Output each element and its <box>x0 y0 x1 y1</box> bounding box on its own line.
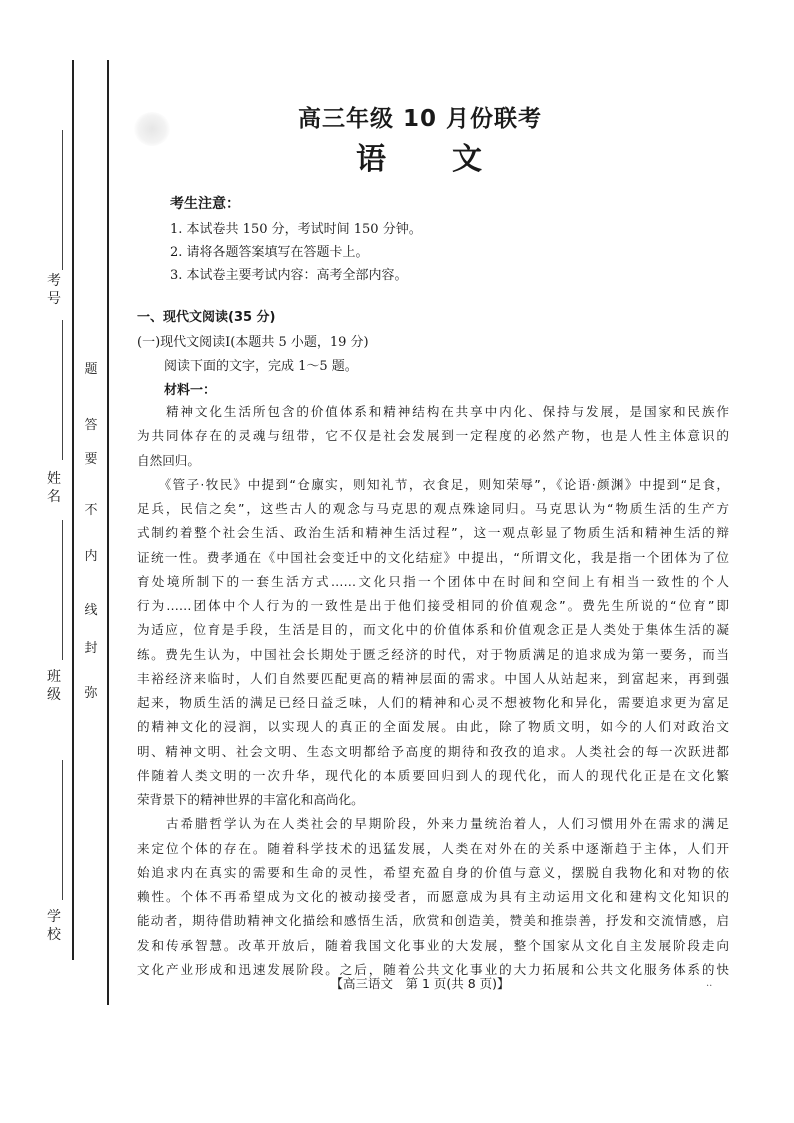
passage-line: 足兵，民信之矣”，这些古人的观念与马克思的观点殊途同归。马克思认为“物质生活的生产方 <box>137 501 729 516</box>
passage-line: 证统一性。费孝通在《中国社会变迁中的文化结症》中提出，“所谓文化，我是指一个团体为了位 <box>137 549 729 565</box>
school-fill-line[interactable] <box>62 760 63 900</box>
passage-line: 发和传承智慧。改革开放后，随着我国文化事业的大发展，整个国家从文化自主发展阶段走向 <box>137 937 729 953</box>
passage-line: 为共同体存在的灵魂与纽带，它不仅是社会发展到一定程度的必然产物，也是人性主体意识的 <box>137 428 729 444</box>
exam-number-fill-line[interactable] <box>62 130 63 270</box>
notice-item: 3. 本试卷主要考试内容：高考全部内容。 <box>170 268 408 283</box>
binding-line-outer <box>72 60 74 960</box>
passage-line: 伴随着人类文明的一次升华，现代化的本质要回归到人的现代化，而人的现代化正是在文化繁 <box>137 767 729 783</box>
passage-line: 的精神文化的浸润，以实现人的真正的全面发展。由此，除了物质文明，如今的人们对政治文 <box>137 719 729 735</box>
passage-line: 精神文化生活所包含的价值体系和精神结构在共享中内化、保持与发展，是国家和民族作 <box>137 404 729 419</box>
passage-line: 练。费先生认为，中国社会长期处于匮乏经济的时代，对于物质满足的追求成为第一要务，而当 <box>137 646 729 662</box>
seal-char: 弥 <box>84 686 98 701</box>
passage-line: 《管子·牧民》中提到“仓廪实，则知礼节，衣食足，则知荣辱”，《论语·颜渊》中提到“足食， <box>137 476 729 492</box>
passage-line: 行为……团体中个人行为的一致性是出于他们接受相同的价值观念”。费先生所说的“位育”即 <box>137 598 729 613</box>
class-fill-line[interactable] <box>62 520 63 660</box>
sub-section-heading: (一)现代文阅读Ⅰ(本题共 5 小题，19 分) <box>137 335 369 350</box>
seal-char: 答 <box>84 418 98 433</box>
binding-line-inner <box>107 60 109 1005</box>
name-label: 姓名 <box>47 471 61 505</box>
seal-char: 要 <box>84 452 98 467</box>
passage-line: 文化产业形成和迅速发展阶段。之后，随着公共文化事业的大力拓展和公共文化服务体系的快 <box>137 961 729 977</box>
exam-title: 高三年级 10 月份联考 <box>297 106 543 132</box>
notice-item: 2. 请将各题答案填写在答题卡上。 <box>170 245 369 260</box>
passage-line: 古希腊哲学认为在人类社会的早期阶段，外来力量统治着人，人们习惯用外在需求的满足 <box>137 816 729 832</box>
section-heading: 一、现代文阅读(35 分) <box>137 310 276 325</box>
name-fill-line[interactable] <box>62 320 63 460</box>
passage-line: 明、精神文明、社会文明、生态文明都给予高度的期待和孜孜的追求。人类社会的每一次跃进都 <box>137 743 729 759</box>
seal-char: 封 <box>84 641 98 656</box>
material-label: 材料一： <box>164 383 217 398</box>
passage-line: 始追求内在真实的需要和生命的灵性，希望充盈自身的价值与意义，摆脱自我物化和对物的依 <box>137 864 729 880</box>
passage-line: 式制约着整个社会生活、政治生活和精神生活过程”，这一观点彰显了物质生活和精神生活的辩 <box>137 525 729 541</box>
passage-line: 育处境所制下的一套生活方式……文化只指一个团体中在时间和空间上有相当一致性的个人 <box>137 573 729 589</box>
passage-line: 自然回归。 <box>137 452 200 468</box>
exam-number-label: 考号 <box>47 273 61 307</box>
school-label: 学校 <box>47 909 61 943</box>
reading-instruction: 阅读下面的文字，完成 1～5 题。 <box>164 359 358 374</box>
class-label: 班级 <box>47 669 61 703</box>
passage-line: 丰裕经济来临时，人们自然要匹配更高的精神层面的需求。中国人从站起来，到富起来，再到强 <box>137 670 729 686</box>
passage-body <box>137 400 729 982</box>
passage-line: 能动者，期待借助精神文化描绘和感悟生活，欣赏和创造美，赞美和推崇善，抒发和交流情感，启 <box>137 913 729 929</box>
page-footer: 【高三语文 第 1 页(共 8 页)】 <box>330 976 510 991</box>
seal-char: 不 <box>84 503 98 518</box>
subject-title: 语 文 <box>356 142 484 177</box>
passage-line: 荣背景下的精神世界的丰富化和高尚化。 <box>137 792 364 807</box>
notice-heading: 考生注意： <box>170 196 240 212</box>
passage-line: 赖性。个体不再希望成为文化的被动接受者，而愿意成为具有主动运用文化和建构文化知识的 <box>137 889 729 904</box>
passage-line: 来定位个体的存在。随着科学技术的迅猛发展，人类在对外在的关系中逐渐趋于主体，人们开 <box>137 840 729 856</box>
seal-char: 内 <box>84 549 98 564</box>
footer-mark: .. <box>706 978 713 989</box>
passage-line: 为适应，位育是手段，生活是目的，而文化中的价值体系和价值观念正是人类处于集体生活的凝 <box>137 622 729 638</box>
seal-char: 线 <box>84 603 98 618</box>
notice-item: 1. 本试卷共 150 分，考试时间 150 分钟。 <box>170 222 422 237</box>
seal-char: 题 <box>84 362 98 377</box>
passage-line: 起来，物质生活的满足已经日益乏味，人们的精神和心灵不想被物化和异化，需要追求更为富足 <box>137 695 729 710</box>
